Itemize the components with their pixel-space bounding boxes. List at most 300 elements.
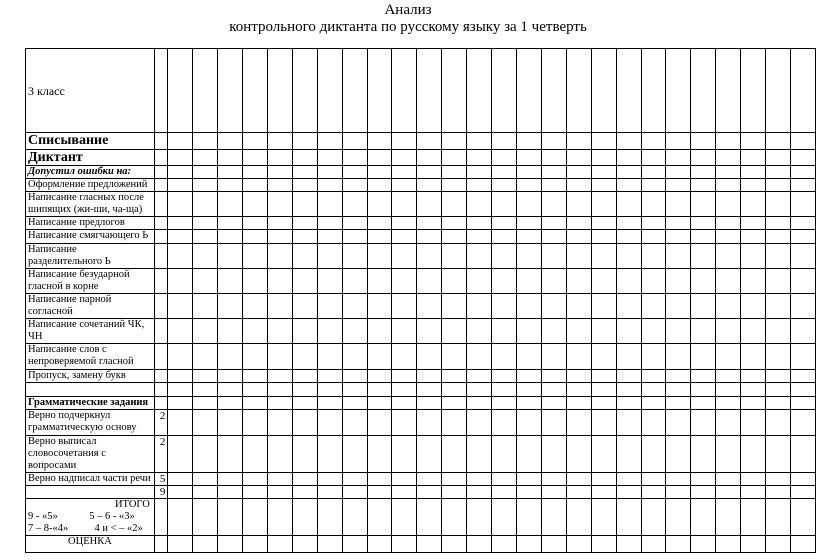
- grid-cell[interactable]: [616, 370, 641, 383]
- grid-cell[interactable]: [492, 436, 517, 473]
- grid-cell[interactable]: [492, 217, 517, 230]
- grid-cell[interactable]: [367, 383, 392, 397]
- grid-cell[interactable]: [716, 244, 741, 269]
- grid-cell[interactable]: [218, 217, 243, 230]
- grid-cell[interactable]: [467, 436, 492, 473]
- grid-cell[interactable]: [492, 179, 517, 192]
- grid-cell[interactable]: [168, 410, 193, 436]
- grid-cell[interactable]: [267, 192, 292, 217]
- grid-cell[interactable]: [392, 536, 417, 553]
- grid-cell[interactable]: [641, 192, 666, 217]
- grid-cell[interactable]: [566, 319, 591, 344]
- grid-cell[interactable]: [342, 294, 367, 319]
- grid-cell[interactable]: [243, 133, 268, 150]
- grid-cell[interactable]: [741, 49, 766, 133]
- grid-cell[interactable]: [342, 344, 367, 370]
- grid-cell[interactable]: [716, 217, 741, 230]
- grid-cell[interactable]: [517, 269, 542, 294]
- grid-cell[interactable]: [292, 230, 317, 244]
- grid-cell[interactable]: [292, 344, 317, 370]
- grid-cell[interactable]: [168, 294, 193, 319]
- grid-cell[interactable]: [442, 294, 467, 319]
- grid-cell[interactable]: [243, 383, 268, 397]
- grid-cell[interactable]: [566, 244, 591, 269]
- grid-cell[interactable]: [193, 473, 218, 486]
- grid-cell[interactable]: [741, 179, 766, 192]
- grid-cell[interactable]: [766, 269, 791, 294]
- grid-cell[interactable]: [517, 244, 542, 269]
- grid-cell[interactable]: [367, 294, 392, 319]
- grid-cell[interactable]: [517, 133, 542, 150]
- grid-cell[interactable]: [716, 536, 741, 553]
- grid-cell[interactable]: [267, 499, 292, 536]
- grid-cell[interactable]: [168, 192, 193, 217]
- grid-cell[interactable]: [492, 244, 517, 269]
- grid-cell[interactable]: [218, 230, 243, 244]
- grid-cell[interactable]: [492, 499, 517, 536]
- grid-cell[interactable]: [691, 133, 716, 150]
- grid-cell[interactable]: [492, 230, 517, 244]
- grid-cell[interactable]: [168, 217, 193, 230]
- grid-cell[interactable]: [741, 397, 766, 410]
- grid-cell[interactable]: [218, 499, 243, 536]
- grid-cell[interactable]: [492, 192, 517, 217]
- grid-cell[interactable]: [367, 150, 392, 166]
- grid-cell[interactable]: [243, 410, 268, 436]
- grid-cell[interactable]: [292, 397, 317, 410]
- grid-cell[interactable]: [666, 370, 691, 383]
- grid-cell[interactable]: [193, 49, 218, 133]
- grid-cell[interactable]: [666, 473, 691, 486]
- grid-cell[interactable]: [267, 436, 292, 473]
- grid-cell[interactable]: [417, 383, 442, 397]
- grid-cell[interactable]: [666, 486, 691, 499]
- grid-cell[interactable]: [716, 499, 741, 536]
- grid-cell[interactable]: [367, 217, 392, 230]
- grid-cell[interactable]: [616, 133, 641, 150]
- grid-cell[interactable]: [193, 192, 218, 217]
- grid-cell[interactable]: [766, 319, 791, 344]
- grid-cell[interactable]: [267, 370, 292, 383]
- grid-cell[interactable]: [317, 370, 342, 383]
- grid-cell[interactable]: [591, 397, 616, 410]
- grid-cell[interactable]: [591, 436, 616, 473]
- grid-cell[interactable]: [616, 536, 641, 553]
- grid-cell[interactable]: [716, 344, 741, 370]
- grid-cell[interactable]: [442, 486, 467, 499]
- grid-cell[interactable]: [616, 166, 641, 179]
- grid-cell[interactable]: [741, 536, 766, 553]
- grid-cell[interactable]: [168, 397, 193, 410]
- grid-cell[interactable]: [292, 244, 317, 269]
- grid-cell[interactable]: [517, 319, 542, 344]
- grid-cell[interactable]: [566, 269, 591, 294]
- grid-cell[interactable]: [392, 192, 417, 217]
- grid-cell[interactable]: [691, 166, 716, 179]
- grid-cell[interactable]: [392, 133, 417, 150]
- grid-cell[interactable]: [218, 150, 243, 166]
- grid-cell[interactable]: [267, 217, 292, 230]
- grid-cell[interactable]: [442, 473, 467, 486]
- grid-cell[interactable]: [716, 370, 741, 383]
- grid-cell[interactable]: [392, 294, 417, 319]
- grid-cell[interactable]: [691, 473, 716, 486]
- grid-cell[interactable]: [566, 133, 591, 150]
- grid-cell[interactable]: [243, 150, 268, 166]
- grid-cell[interactable]: [267, 133, 292, 150]
- grid-cell[interactable]: [442, 319, 467, 344]
- grid-cell[interactable]: [392, 473, 417, 486]
- grid-cell[interactable]: [716, 397, 741, 410]
- grid-cell[interactable]: [716, 49, 741, 133]
- grid-cell[interactable]: [541, 244, 566, 269]
- grid-cell[interactable]: [292, 436, 317, 473]
- grid-cell[interactable]: [218, 192, 243, 217]
- grid-cell[interactable]: [193, 166, 218, 179]
- grid-cell[interactable]: [566, 410, 591, 436]
- grid-cell[interactable]: [616, 179, 641, 192]
- grid-cell[interactable]: [467, 150, 492, 166]
- grid-cell[interactable]: [392, 499, 417, 536]
- grid-cell[interactable]: [193, 383, 218, 397]
- grid-cell[interactable]: [367, 410, 392, 436]
- grid-cell[interactable]: [541, 499, 566, 536]
- grid-cell[interactable]: [292, 370, 317, 383]
- grid-cell[interactable]: [292, 499, 317, 536]
- grid-cell[interactable]: [591, 319, 616, 344]
- grid-cell[interactable]: [517, 230, 542, 244]
- grid-cell[interactable]: [417, 192, 442, 217]
- grid-cell[interactable]: [666, 397, 691, 410]
- grid-cell[interactable]: [691, 230, 716, 244]
- grid-cell[interactable]: [691, 150, 716, 166]
- grid-cell[interactable]: [417, 49, 442, 133]
- grid-cell[interactable]: [641, 436, 666, 473]
- grid-cell[interactable]: [566, 473, 591, 486]
- grid-cell[interactable]: [616, 150, 641, 166]
- grid-cell[interactable]: [766, 397, 791, 410]
- grid-cell[interactable]: [367, 397, 392, 410]
- grid-cell[interactable]: [790, 179, 815, 192]
- grid-cell[interactable]: [342, 133, 367, 150]
- grid-cell[interactable]: [417, 536, 442, 553]
- grid-cell[interactable]: [492, 486, 517, 499]
- grid-cell[interactable]: [566, 294, 591, 319]
- grid-cell[interactable]: [218, 536, 243, 553]
- grid-cell[interactable]: [392, 370, 417, 383]
- grid-cell[interactable]: [292, 150, 317, 166]
- grid-cell[interactable]: [342, 473, 367, 486]
- grid-cell[interactable]: [317, 192, 342, 217]
- grid-cell[interactable]: [317, 319, 342, 344]
- grid-cell[interactable]: [790, 436, 815, 473]
- grid-cell[interactable]: [517, 473, 542, 486]
- grid-cell[interactable]: [566, 230, 591, 244]
- grid-cell[interactable]: [790, 319, 815, 344]
- grid-cell[interactable]: [591, 344, 616, 370]
- grid-cell[interactable]: [392, 344, 417, 370]
- grid-cell[interactable]: [741, 192, 766, 217]
- grid-cell[interactable]: [666, 179, 691, 192]
- grid-cell[interactable]: [517, 397, 542, 410]
- grid-cell[interactable]: [342, 486, 367, 499]
- grid-cell[interactable]: [666, 244, 691, 269]
- grid-cell[interactable]: [442, 436, 467, 473]
- grid-cell[interactable]: [566, 179, 591, 192]
- grid-cell[interactable]: [591, 486, 616, 499]
- grid-cell[interactable]: [566, 397, 591, 410]
- grid-cell[interactable]: [317, 133, 342, 150]
- grid-cell[interactable]: [766, 294, 791, 319]
- grid-cell[interactable]: [342, 244, 367, 269]
- grid-cell[interactable]: [417, 217, 442, 230]
- grid-cell[interactable]: [517, 217, 542, 230]
- grid-cell[interactable]: [492, 133, 517, 150]
- grid-cell[interactable]: [766, 499, 791, 536]
- grid-cell[interactable]: [292, 217, 317, 230]
- grid-cell[interactable]: [392, 244, 417, 269]
- grid-cell[interactable]: [766, 49, 791, 133]
- grid-cell[interactable]: [193, 499, 218, 536]
- grid-cell[interactable]: [317, 179, 342, 192]
- grid-cell[interactable]: [243, 244, 268, 269]
- grid-cell[interactable]: [292, 192, 317, 217]
- grid-cell[interactable]: [541, 536, 566, 553]
- grid-cell[interactable]: [541, 319, 566, 344]
- grid-cell[interactable]: [367, 230, 392, 244]
- grid-cell[interactable]: [741, 166, 766, 179]
- grid-cell[interactable]: [442, 133, 467, 150]
- grid-cell[interactable]: [417, 370, 442, 383]
- grid-cell[interactable]: [218, 436, 243, 473]
- grid-cell[interactable]: [741, 499, 766, 536]
- grid-cell[interactable]: [766, 166, 791, 179]
- grid-cell[interactable]: [741, 244, 766, 269]
- grid-cell[interactable]: [541, 166, 566, 179]
- grid-cell[interactable]: [691, 397, 716, 410]
- grid-cell[interactable]: [442, 344, 467, 370]
- grid-cell[interactable]: [218, 49, 243, 133]
- grid-cell[interactable]: [168, 499, 193, 536]
- grid-cell[interactable]: [193, 319, 218, 344]
- grid-cell[interactable]: [666, 133, 691, 150]
- grid-cell[interactable]: [517, 179, 542, 192]
- grid-cell[interactable]: [417, 436, 442, 473]
- grid-cell[interactable]: [342, 397, 367, 410]
- grid-cell[interactable]: [666, 217, 691, 230]
- grid-cell[interactable]: [218, 383, 243, 397]
- grid-cell[interactable]: [317, 436, 342, 473]
- grid-cell[interactable]: [417, 269, 442, 294]
- grid-cell[interactable]: [492, 344, 517, 370]
- grid-cell[interactable]: [442, 410, 467, 436]
- grid-cell[interactable]: [367, 436, 392, 473]
- grid-cell[interactable]: [790, 133, 815, 150]
- grid-cell[interactable]: [616, 192, 641, 217]
- grid-cell[interactable]: [790, 166, 815, 179]
- grid-cell[interactable]: [417, 166, 442, 179]
- grid-cell[interactable]: [790, 344, 815, 370]
- grid-cell[interactable]: [591, 150, 616, 166]
- grid-cell[interactable]: [591, 473, 616, 486]
- grid-cell[interactable]: [467, 294, 492, 319]
- grid-cell[interactable]: [168, 319, 193, 344]
- grid-cell[interactable]: [317, 473, 342, 486]
- grid-cell[interactable]: [367, 486, 392, 499]
- grid-cell[interactable]: [641, 370, 666, 383]
- grid-cell[interactable]: [616, 230, 641, 244]
- grid-cell[interactable]: [492, 473, 517, 486]
- grid-cell[interactable]: [641, 49, 666, 133]
- grid-cell[interactable]: [267, 319, 292, 344]
- grid-cell[interactable]: [517, 294, 542, 319]
- grid-cell[interactable]: [417, 150, 442, 166]
- grid-cell[interactable]: [467, 344, 492, 370]
- grid-cell[interactable]: [292, 383, 317, 397]
- grid-cell[interactable]: [691, 436, 716, 473]
- grid-cell[interactable]: [317, 536, 342, 553]
- grid-cell[interactable]: [691, 319, 716, 344]
- grid-cell[interactable]: [541, 486, 566, 499]
- grid-cell[interactable]: [193, 536, 218, 553]
- grid-cell[interactable]: [741, 410, 766, 436]
- grid-cell[interactable]: [342, 436, 367, 473]
- grid-cell[interactable]: [442, 192, 467, 217]
- grid-cell[interactable]: [168, 536, 193, 553]
- grid-cell[interactable]: [267, 179, 292, 192]
- grid-cell[interactable]: [666, 294, 691, 319]
- grid-cell[interactable]: [741, 319, 766, 344]
- grid-cell[interactable]: [616, 473, 641, 486]
- grid-cell[interactable]: [492, 294, 517, 319]
- grid-cell[interactable]: [616, 344, 641, 370]
- grid-cell[interactable]: [218, 133, 243, 150]
- grid-cell[interactable]: [716, 486, 741, 499]
- grid-cell[interactable]: [691, 486, 716, 499]
- grid-cell[interactable]: [267, 166, 292, 179]
- grid-cell[interactable]: [168, 166, 193, 179]
- grid-cell[interactable]: [691, 294, 716, 319]
- grid-cell[interactable]: [641, 133, 666, 150]
- grid-cell[interactable]: [267, 294, 292, 319]
- grid-cell[interactable]: [442, 49, 467, 133]
- grid-cell[interactable]: [193, 269, 218, 294]
- grid-cell[interactable]: [218, 410, 243, 436]
- grid-cell[interactable]: [766, 383, 791, 397]
- grid-cell[interactable]: [591, 166, 616, 179]
- grid-cell[interactable]: [168, 370, 193, 383]
- grid-cell[interactable]: [342, 192, 367, 217]
- grid-cell[interactable]: [218, 473, 243, 486]
- grid-cell[interactable]: [716, 269, 741, 294]
- grid-cell[interactable]: [168, 49, 193, 133]
- grid-cell[interactable]: [218, 166, 243, 179]
- grid-cell[interactable]: [541, 370, 566, 383]
- grid-cell[interactable]: [641, 319, 666, 344]
- grid-cell[interactable]: [591, 49, 616, 133]
- grid-cell[interactable]: [317, 383, 342, 397]
- grid-cell[interactable]: [317, 217, 342, 230]
- grid-cell[interactable]: [766, 133, 791, 150]
- grid-cell[interactable]: [666, 499, 691, 536]
- grid-cell[interactable]: [342, 499, 367, 536]
- grid-cell[interactable]: [218, 319, 243, 344]
- grid-cell[interactable]: [243, 486, 268, 499]
- grid-cell[interactable]: [616, 319, 641, 344]
- grid-cell[interactable]: [243, 192, 268, 217]
- grid-cell[interactable]: [591, 133, 616, 150]
- grid-cell[interactable]: [267, 397, 292, 410]
- grid-cell[interactable]: [193, 397, 218, 410]
- grid-cell[interactable]: [790, 397, 815, 410]
- grid-cell[interactable]: [292, 319, 317, 344]
- grid-cell[interactable]: [766, 486, 791, 499]
- grid-cell[interactable]: [641, 269, 666, 294]
- grid-cell[interactable]: [292, 179, 317, 192]
- grid-cell[interactable]: [467, 192, 492, 217]
- grid-cell[interactable]: [616, 244, 641, 269]
- grid-cell[interactable]: [591, 410, 616, 436]
- grid-cell[interactable]: [566, 192, 591, 217]
- grid-cell[interactable]: [741, 217, 766, 230]
- grid-cell[interactable]: [517, 344, 542, 370]
- grid-cell[interactable]: [218, 179, 243, 192]
- grid-cell[interactable]: [790, 269, 815, 294]
- grid-cell[interactable]: [467, 499, 492, 536]
- grid-cell[interactable]: [267, 49, 292, 133]
- grid-cell[interactable]: [417, 410, 442, 436]
- grid-cell[interactable]: [442, 150, 467, 166]
- grid-cell[interactable]: [243, 319, 268, 344]
- grid-cell[interactable]: [392, 486, 417, 499]
- grid-cell[interactable]: [666, 319, 691, 344]
- grid-cell[interactable]: [666, 49, 691, 133]
- grid-cell[interactable]: [168, 244, 193, 269]
- grid-cell[interactable]: [766, 192, 791, 217]
- grid-cell[interactable]: [317, 294, 342, 319]
- grid-cell[interactable]: [243, 269, 268, 294]
- grid-cell[interactable]: [641, 294, 666, 319]
- grid-cell[interactable]: [367, 473, 392, 486]
- grid-cell[interactable]: [317, 150, 342, 166]
- grid-cell[interactable]: [666, 192, 691, 217]
- grid-cell[interactable]: [566, 486, 591, 499]
- grid-cell[interactable]: [218, 294, 243, 319]
- grid-cell[interactable]: [417, 179, 442, 192]
- grid-cell[interactable]: [616, 436, 641, 473]
- grid-cell[interactable]: [541, 150, 566, 166]
- grid-cell[interactable]: [467, 179, 492, 192]
- grid-cell[interactable]: [616, 397, 641, 410]
- grid-cell[interactable]: [517, 150, 542, 166]
- grid-cell[interactable]: [467, 410, 492, 436]
- grid-cell[interactable]: [243, 294, 268, 319]
- grid-cell[interactable]: [566, 383, 591, 397]
- grid-cell[interactable]: [342, 166, 367, 179]
- grid-cell[interactable]: [317, 410, 342, 436]
- grid-cell[interactable]: [492, 269, 517, 294]
- grid-cell[interactable]: [193, 370, 218, 383]
- grid-cell[interactable]: [392, 436, 417, 473]
- grid-cell[interactable]: [218, 269, 243, 294]
- grid-cell[interactable]: [541, 383, 566, 397]
- grid-cell[interactable]: [666, 166, 691, 179]
- grid-cell[interactable]: [517, 436, 542, 473]
- grid-cell[interactable]: [591, 499, 616, 536]
- grid-cell[interactable]: [790, 536, 815, 553]
- grid-cell[interactable]: [641, 499, 666, 536]
- grid-cell[interactable]: [267, 344, 292, 370]
